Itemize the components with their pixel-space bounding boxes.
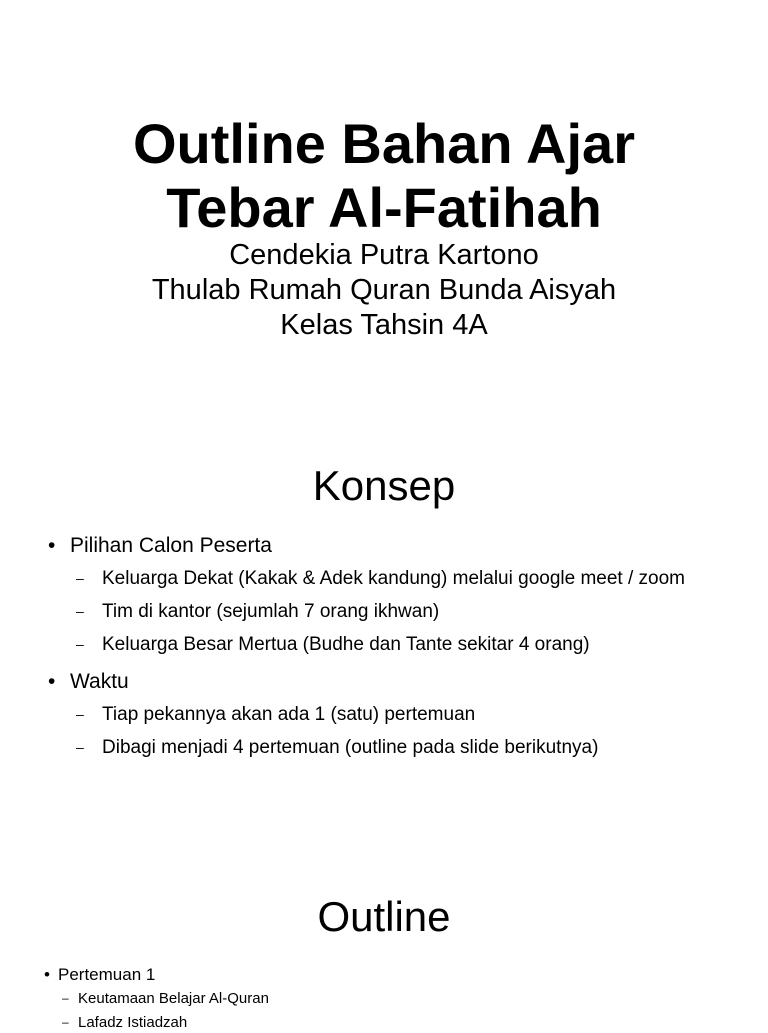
- bullet-item: • Waktu: [44, 669, 764, 695]
- subtitle-author: Cendekia Putra Kartono: [229, 239, 539, 271]
- sub-bullet-item: – Keutamaan Belajar Al-Quran: [44, 989, 744, 1009]
- sub-bullet-item: – Dibagi menjadi 4 pertemuan (outline pada slide berikutnya): [44, 736, 764, 760]
- subtitle-institution: Thulab Rumah Quran Bunda Aisyah: [151, 274, 617, 306]
- sub-bullet-item: – Tim di kantor (sejumlah 7 orang ikhwan): [44, 600, 764, 624]
- sub-bullet-item: – Tiap pekannya akan ada 1 (satu) pertemuan: [44, 703, 764, 727]
- outline-bullet-list: [44, 964, 744, 1033]
- bullet-item: • Pertemuan 1: [44, 964, 744, 985]
- bullet-item: • Pilihan Calon Peserta: [44, 533, 764, 559]
- subtitle-class: Kelas Tahsin 4A: [280, 309, 488, 341]
- title-line-1: Outline Bahan Ajar: [132, 112, 635, 175]
- sub-bullet-item: – Keluarga Besar Mertua (Budhe dan Tante sekitar 4 orang): [44, 633, 764, 657]
- konsep-heading: Konsep: [312, 462, 456, 509]
- title-line-2: Tebar Al-Fatihah: [166, 176, 602, 239]
- outline-heading: Outline: [317, 893, 451, 940]
- sub-bullet-item: – Lafadz Istiadzah: [44, 1013, 744, 1033]
- sub-bullet-item: – Keluarga Dekat (Kakak & Adek kandung) melalui google meet / zoom: [44, 567, 764, 591]
